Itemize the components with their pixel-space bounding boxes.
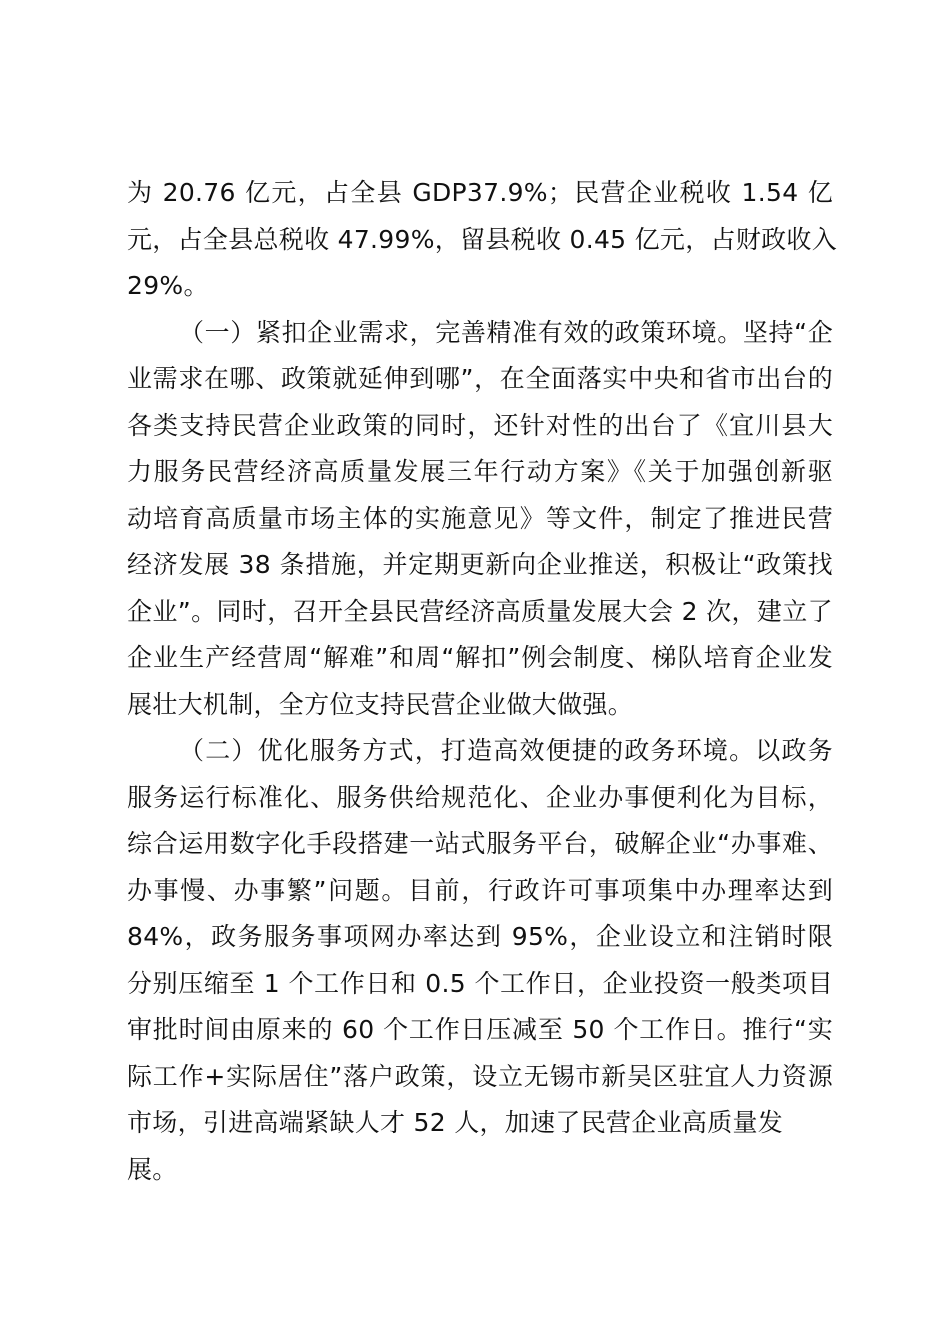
text-line: 服务运行标准化、服务供给规范化、企业办事便利化为目标， — [127, 782, 833, 812]
text-line: 企业”。同时，召开全县民营经济高质量发展大会 2 次，建立了 — [127, 596, 833, 626]
text-line: （二）优化服务方式，打造高效便捷的政务环境。以政务 — [179, 736, 833, 765]
text-line: 审批时间由原来的 60 个工作日压减至 50 个工作日。推行“实 — [127, 1015, 833, 1044]
text-line: 元，占全县总税收 47.99%，留县税收 0.45 亿元，占财政收入 — [127, 224, 838, 254]
text-line: 际工作+实际居住”落户政策，设立无锡市新吴区驻宜人力资源 — [127, 1061, 833, 1091]
text-line: 综合运用数字化手段搭建一站式服务平台，破解企业“办事难、 — [127, 829, 833, 858]
text-line: 动培育高质量市场主体的实施意见》等文件，制定了推进民营 — [127, 503, 833, 533]
text-line: 经济发展 38 条措施，并定期更新向企业推送，积极让“政策找 — [127, 550, 833, 579]
text-line: 市场，引进高端紧缺人才 52 人，加速了民营企业高质量发 — [127, 1108, 784, 1137]
text-line: 展。 — [127, 1154, 178, 1184]
document-body — [127, 170, 838, 1193]
text-line: （一）紧扣企业需求，完善精准有效的政策环境。坚持“企 — [179, 317, 833, 347]
text-line: 分别压缩至 1 个工作日和 0.5 个工作日，企业投资一般类项目 — [127, 968, 833, 998]
text-line: 业需求在哪、政策就延伸到哪”，在全面落实中央和省市出台的 — [127, 364, 833, 393]
text-line: 办事慢、办事繁”问题。目前，行政许可事项集中办理率达到 — [127, 875, 833, 905]
text-line: 为 20.76 亿元，占全县 GDP37.9%；民营企业税收 1.54 亿 — [127, 178, 833, 207]
text-line: 84%，政务服务事项网办率达到 95%，企业设立和注销时限 — [127, 922, 833, 951]
paragraph-government-services — [127, 728, 833, 1193]
text-line: 29%。 — [127, 271, 209, 300]
text-line: 各类支持民营企业政策的同时，还针对性的出台了《宜川县大 — [127, 410, 833, 440]
text-line: 展壮大机制，全方位支持民营企业做大做强。 — [127, 689, 634, 719]
paragraph-policy-environment — [127, 310, 833, 729]
text-line: 力服务民营经济高质量发展三年行动方案》《关于加强创新驱 — [127, 457, 833, 486]
text-line: 企业生产经营周“解难”和周“解扣”例会制度、梯队培育企业发 — [127, 643, 833, 672]
paragraph-intro-stats — [127, 170, 838, 310]
